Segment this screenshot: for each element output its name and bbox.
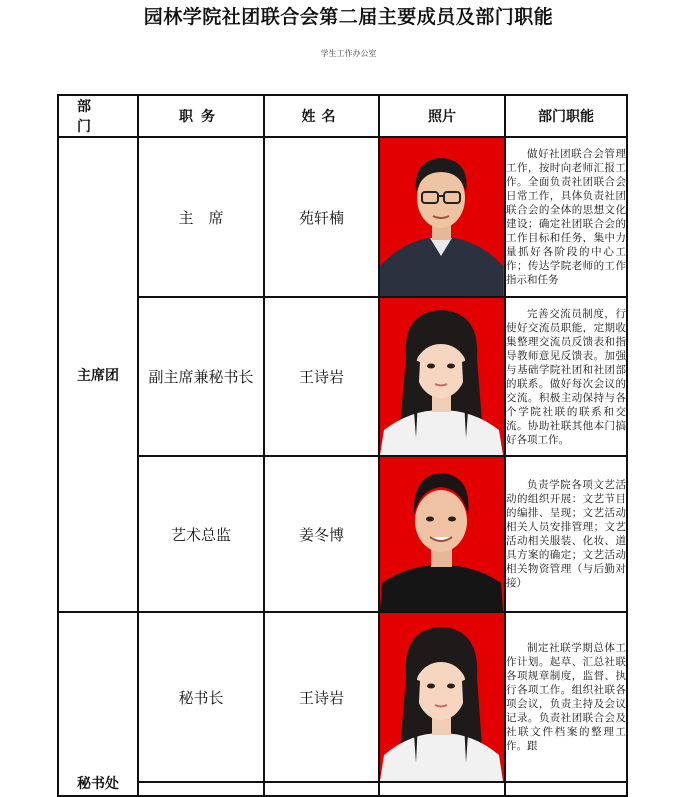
document-subtitle: 学生工作办公室: [320, 49, 377, 58]
document-title: 园林学院社团联合会第二届主要成员及部门职能: [143, 6, 554, 28]
position-cell: 副主席兼秘书长: [138, 297, 264, 456]
table-row: [58, 137, 627, 297]
photo-cell: [379, 137, 505, 297]
duties-cell: 完善交流员制度，行使好交流员职能，定期收集整理交流员反馈表和指导教师意见反馈表。加强与基础学院社团和社团部的联系。做好每次会议的交流。积极主动保持与各个学院社联的联系和交流。协助社联其他本门搞好各项工作。: [505, 297, 627, 456]
department-cell: 主席团: [58, 137, 138, 612]
photo-cell: [379, 612, 505, 782]
header-position: 职务: [138, 95, 264, 137]
header-department: 部门: [58, 95, 138, 137]
name-cell: 王诗岩: [264, 297, 379, 456]
table-row: [58, 782, 627, 796]
duties-cell: 负责学院各项文艺活动的组织开展：文艺节目的编排、呈现；文艺活动相关人员安排管理；文艺活动相关服装、化妆、道具方案的确定；文艺活动相关物资管理（与后勤对接）: [505, 456, 627, 612]
table-row: [58, 456, 627, 612]
header-row: [58, 95, 627, 137]
portrait-male-glasses-icon: [380, 138, 503, 296]
name-cell: 苑轩楠: [264, 137, 379, 297]
department-cell: 秘书处: [58, 612, 138, 796]
portrait-female-long-hair-icon: [380, 613, 503, 781]
header-duties: 部门职能: [505, 95, 627, 137]
portrait-male-short-hair-icon: [380, 457, 503, 611]
name-cell: 王诗岩: [264, 612, 379, 782]
table-row: [58, 297, 627, 456]
position-cell: 秘书长: [138, 612, 264, 782]
position-cell: 艺术总监: [138, 456, 264, 612]
portrait-female-long-hair-icon: [380, 298, 503, 455]
duties-cell: 做好社团联合会管理工作，按时向老师汇报工作。全面负责社团联合会日常工作，具体负责社团联合会的全体的思想文化建设；确定社团联合会的工作目标和任务，集中力量抓好各阶段的中心工作；传达学院老师的工作指示和任务: [505, 137, 627, 297]
table-row: [58, 612, 627, 782]
roster-table: [57, 94, 628, 797]
position-cell: 主 席: [138, 137, 264, 297]
duties-cell: 制定社联学期总体工作计划。起草、汇总社联各项规章制度，监督、执行各项工作。组织社联各项会议，负责主持及会议记录。负责社团联合会及社联文件档案的整理工作。跟: [505, 612, 627, 782]
name-cell: 姜冬博: [264, 456, 379, 612]
header-name: 姓名: [264, 95, 379, 137]
header-photo: 照片: [379, 95, 505, 137]
photo-cell: [379, 297, 505, 456]
photo-cell: [379, 456, 505, 612]
